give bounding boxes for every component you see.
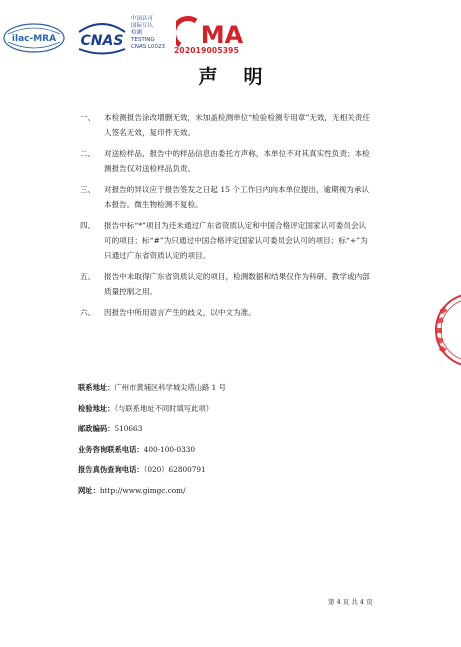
contact-value: （与联系地址不同时填写此项） xyxy=(114,403,213,413)
cnas-logo xyxy=(75,18,129,58)
item-text: 对报告的异议应于报告签发之日起 15 个工作日内向本单位提出，逾期视为承认本报告。微生物检测不复检。 xyxy=(104,185,370,209)
statement-item xyxy=(62,146,372,176)
cnas-line: 中国认可 xyxy=(131,16,154,22)
contact-label: 报告真伪查询电话： xyxy=(78,465,144,474)
contact-website xyxy=(78,486,226,507)
item-text: 报告中未取得广东省资质认定的项目，检测数据和结果仅作为科研、教学或内部质量控制之用。 xyxy=(104,272,370,296)
item-number: 五、 xyxy=(80,272,96,281)
contact-label: 业务咨询联系电话： xyxy=(78,444,144,454)
contact-business-phone xyxy=(78,445,226,466)
contact-info xyxy=(78,383,226,506)
ilac-mra-logo xyxy=(2,20,66,56)
contact-test-address xyxy=(78,404,226,425)
contact-label: 联系地址： xyxy=(78,383,115,392)
statement-item xyxy=(62,269,372,299)
cnas-line: TESTING xyxy=(131,37,155,43)
cnas-line: 国际互认 xyxy=(131,23,154,29)
item-number: 六、 xyxy=(80,308,96,317)
contact-label: 检验地址： xyxy=(78,403,115,413)
item-text: 对送检样品，报告中的样品信息由委托方声称，本单位不对其真实性负责；本检测报告仅对送检样品负责。 xyxy=(104,149,370,173)
statement-list xyxy=(62,110,372,326)
cma-logo-text: MA xyxy=(200,21,244,49)
item-number: 四、 xyxy=(80,221,96,230)
cnas-accreditation-text xyxy=(131,16,175,51)
item-text: 报告中标“*”项目为还未通过广东省资质认定和中国合格评定国家认可委员会认可的项目；标“#”为只通过中国合格评定国家认可委员会认可的项目；标“+”为只通过广东省资质认定的项目。 xyxy=(104,221,368,260)
item-number: 二、 xyxy=(80,149,96,158)
cnas-line: 检测 xyxy=(131,30,143,36)
contact-value: 400-100-0330 xyxy=(143,444,196,454)
contact-value: 510663 xyxy=(114,424,143,433)
cma-certificate-number: 202019005395 xyxy=(174,46,240,55)
statement-item xyxy=(62,110,372,140)
item-text: 本检测报告涂改增删无效，未加盖检测单位“检验检测专用章”无效，无相关责任人签名无效，复印件无效。 xyxy=(104,113,370,137)
cnas-logo-text: CNAS xyxy=(80,33,124,49)
official-seal xyxy=(432,290,461,370)
contact-address xyxy=(78,383,226,404)
contact-verify-phone xyxy=(78,465,226,486)
contact-label: 邮政编码： xyxy=(78,424,115,433)
page-number: 第 4 页 共 4 页 xyxy=(328,598,373,606)
contact-value: （020）62800791 xyxy=(143,465,206,474)
contact-value: http://www.gimgc.com/ xyxy=(99,485,186,495)
cnas-line: CNAS L0023 xyxy=(131,44,166,50)
statement-item xyxy=(62,218,372,263)
item-number: 三、 xyxy=(80,185,96,194)
statement-item xyxy=(62,305,372,320)
contact-postcode xyxy=(78,424,226,445)
ilac-mra-text: ilac-MRA xyxy=(11,34,57,44)
statement-item xyxy=(62,182,372,212)
contact-value: 广州市黄埔区科学城尖塔山路 1 号 xyxy=(114,383,226,392)
page-title: 声明 xyxy=(198,66,289,88)
contact-label: 网址： xyxy=(78,485,100,495)
item-text: 因报告中所用语言产生的歧义，以中文为准。 xyxy=(104,308,256,317)
item-number: 一、 xyxy=(80,113,96,122)
